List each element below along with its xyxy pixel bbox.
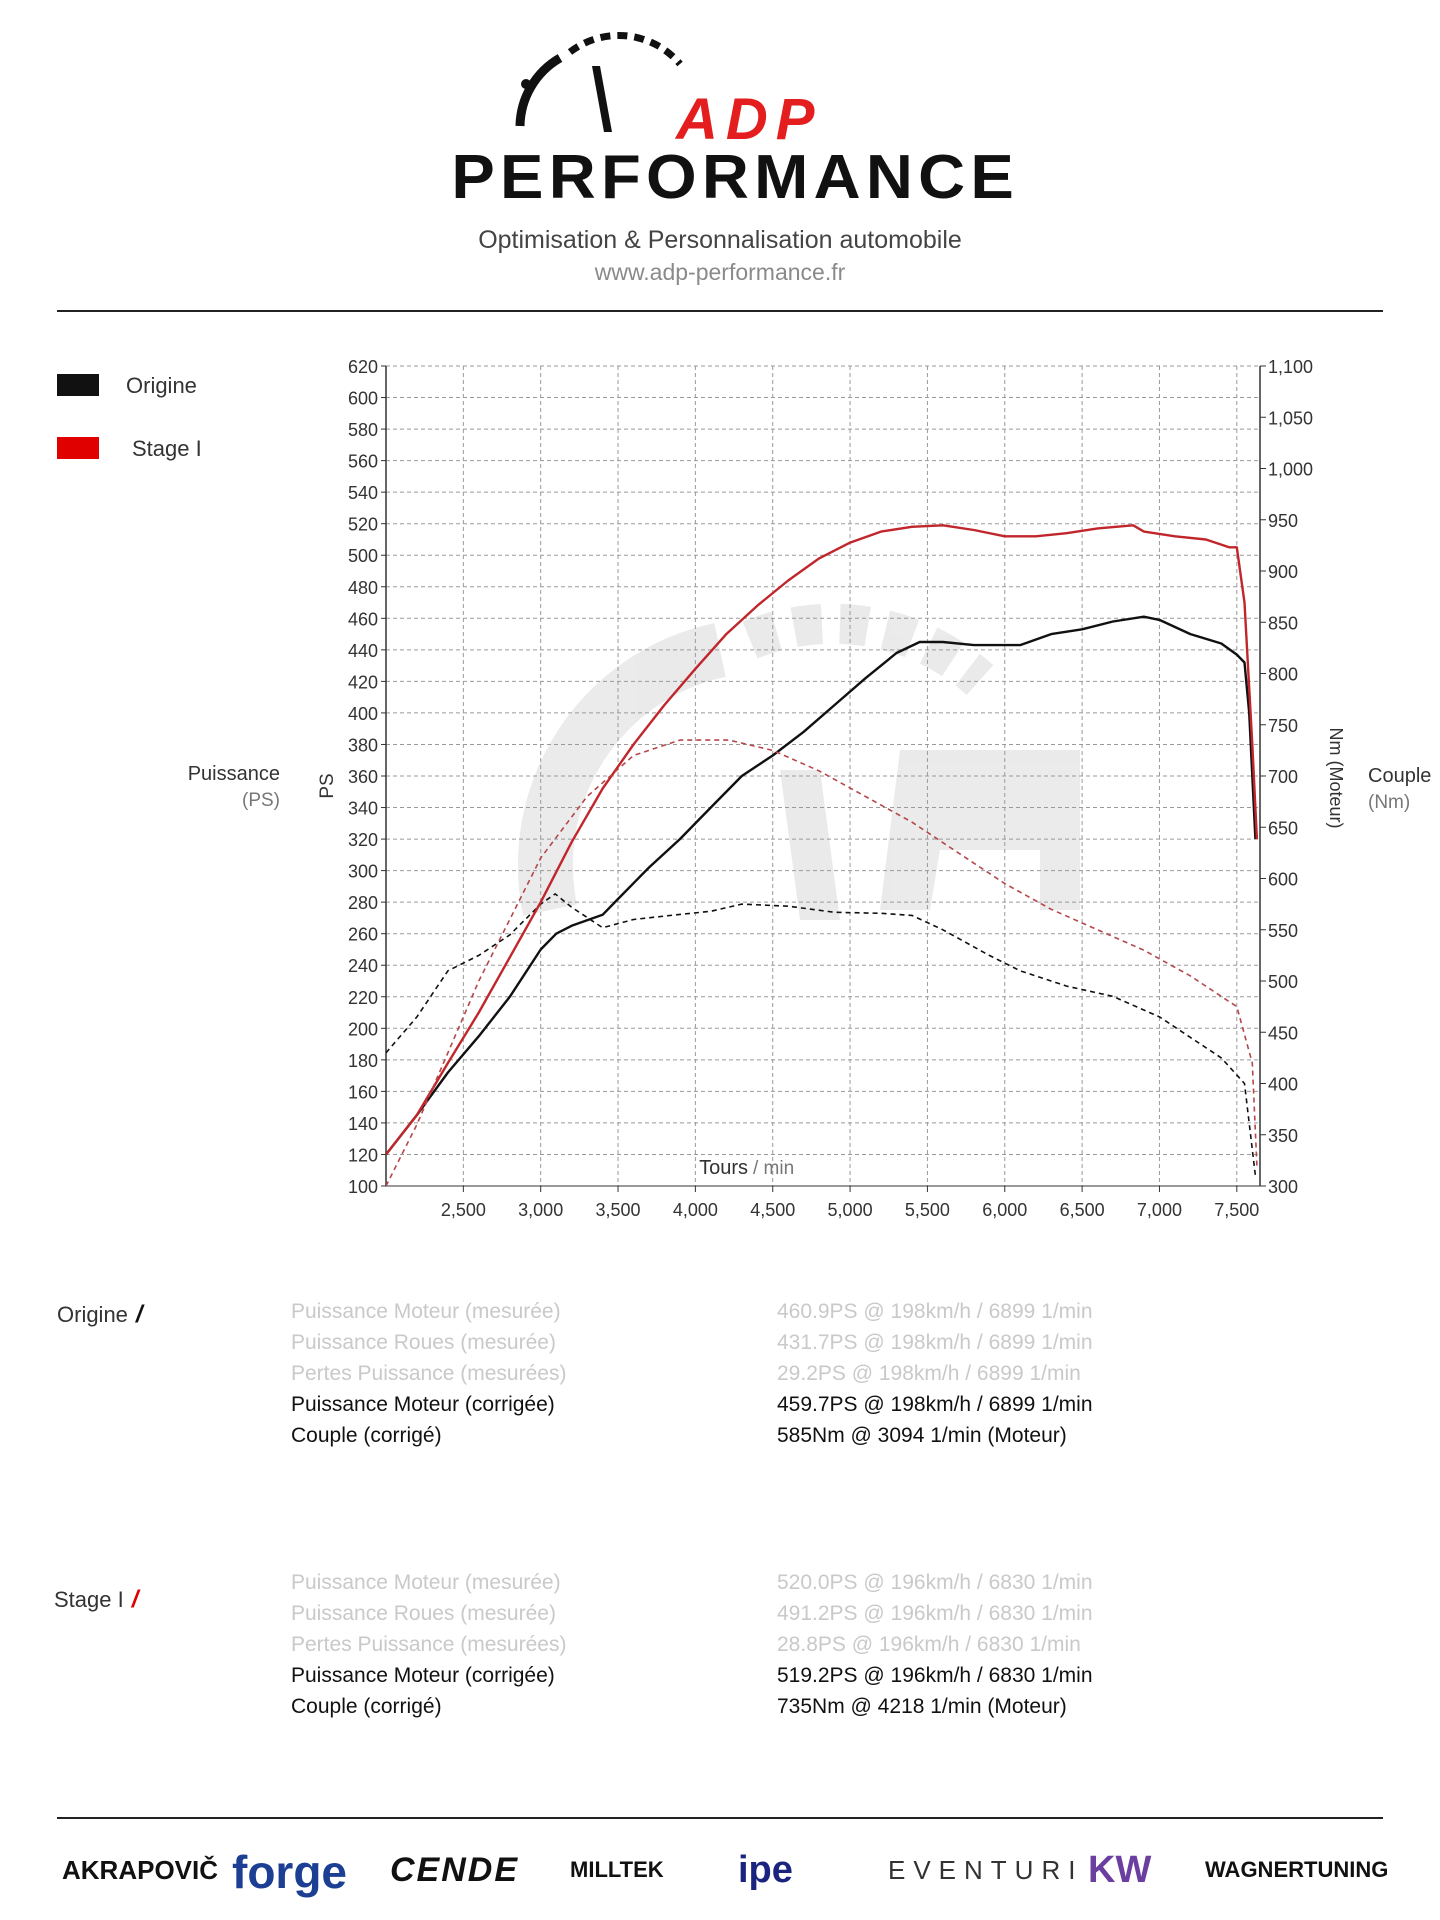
- result-row-label: Puissance Roues (mesurée): [291, 1331, 556, 1354]
- result-row-value: 29.2PS @ 198km/h / 6899 1/min: [777, 1362, 1081, 1385]
- right-tick-label: 600: [1268, 869, 1299, 890]
- left-axis-ticks: [348, 357, 386, 1197]
- legend-label-stage1: Stage I: [132, 436, 202, 461]
- right-tick-label: 700: [1268, 767, 1299, 787]
- sponsor-logo-milltek[interactable]: MILLTEK: [570, 1857, 664, 1882]
- slash-icon: /: [131, 1586, 139, 1613]
- result-title-stage-i: [54, 1586, 138, 1614]
- sponsor-logo-wagnertuning[interactable]: WAGNERTUNING: [1205, 1857, 1389, 1882]
- dyno-chart: [300, 350, 1360, 1240]
- x-tick-label: 4,500: [750, 1200, 796, 1220]
- left-tick-label: 320: [347, 830, 378, 851]
- x-tick-label: 3,500: [595, 1200, 641, 1220]
- right-tick-label: 450: [1268, 1023, 1299, 1044]
- result-row-value: 491.2PS @ 196km/h / 6830 1/min: [777, 1602, 1093, 1625]
- result-row-value: 28.8PS @ 196km/h / 6830 1/min: [777, 1633, 1081, 1656]
- left-tick-label: 480: [347, 577, 378, 598]
- result-row-label: Puissance Moteur (mesurée): [291, 1300, 561, 1323]
- sponsor-logo-cende[interactable]: CENDE: [390, 1851, 520, 1889]
- right-tick-label: 400: [1268, 1074, 1299, 1095]
- left-tick-label: 400: [347, 703, 378, 724]
- result-row-label: Puissance Moteur (mesurée): [291, 1571, 561, 1594]
- result-row-value: 459.7PS @ 198km/h / 6899 1/min: [777, 1393, 1093, 1416]
- left-tick-label: 440: [347, 640, 378, 661]
- left-tick-label: 460: [347, 609, 378, 630]
- right-axis-unit: (Nm): [1368, 792, 1411, 813]
- sponsor-logo-akrapovi[interactable]: AKRAPOVIČ: [62, 1855, 219, 1885]
- result-title-text: Origine: [57, 1302, 128, 1327]
- left-tick-label: 520: [347, 514, 378, 535]
- left-tick-label: 280: [347, 893, 378, 914]
- right-tick-label: 650: [1268, 818, 1299, 839]
- left-tick-label: 120: [347, 1145, 378, 1166]
- result-title-text: Stage I: [54, 1587, 124, 1612]
- result-row-label: Puissance Moteur (corrigée): [291, 1664, 555, 1687]
- result-row-label: Couple (corrigé): [291, 1424, 442, 1447]
- right-tick-label: 800: [1268, 664, 1299, 685]
- sponsor-logo-eventuri[interactable]: EVENTURI: [888, 1855, 1084, 1885]
- sponsor-logo-ipe[interactable]: ipe: [738, 1849, 793, 1891]
- left-tick-label: 300: [347, 861, 378, 882]
- legend-swatch-stage1: [57, 437, 99, 459]
- header-divider: [57, 310, 1383, 312]
- result-row-value: 519.2PS @ 196km/h / 6830 1/min: [777, 1664, 1093, 1687]
- right-tick-label: 500: [1268, 972, 1299, 992]
- x-tick-label: 7,500: [1214, 1200, 1260, 1220]
- gauge-logo-icon: [500, 26, 700, 136]
- right-tick-label: 1,050: [1268, 408, 1314, 429]
- right-tick-label: 750: [1268, 715, 1299, 736]
- x-tick-label: 5,500: [904, 1200, 950, 1220]
- result-row-value: 460.9PS @ 198km/h / 6899 1/min: [777, 1300, 1093, 1323]
- result-row-label: Pertes Puissance (mesurées): [291, 1633, 567, 1656]
- result-row-value: 585Nm @ 3094 1/min (Moteur): [777, 1424, 1067, 1447]
- left-tick-label: 220: [347, 987, 378, 1008]
- right-tick-label: 950: [1268, 510, 1299, 531]
- series-origine-torque: [386, 894, 1255, 1176]
- x-tick-label: 3,000: [518, 1200, 564, 1220]
- x-axis-unit: / min: [753, 1158, 795, 1179]
- left-tick-label: 580: [347, 420, 378, 441]
- result-row-value: 735Nm @ 4218 1/min (Moteur): [777, 1695, 1067, 1718]
- result-row-label: Puissance Roues (mesurée): [291, 1602, 556, 1625]
- brand-name-bottom: PERFORMANCE: [451, 143, 1020, 212]
- result-row-value: 520.0PS @ 196km/h / 6830 1/min: [777, 1571, 1093, 1594]
- x-tick-label: 7,000: [1136, 1200, 1182, 1220]
- right-axis-title: Couple: [1368, 765, 1432, 787]
- left-axis-code: PS: [317, 773, 338, 799]
- right-axis-ticks: [1260, 357, 1313, 1197]
- right-tick-label: 1,100: [1268, 357, 1314, 377]
- right-tick-label: 350: [1268, 1125, 1299, 1146]
- right-tick-label: 300: [1268, 1177, 1299, 1197]
- left-tick-label: 240: [347, 956, 378, 977]
- right-tick-label: 550: [1268, 920, 1299, 941]
- brand-tagline: Optimisation & Personnalisation automobile: [478, 226, 962, 254]
- left-axis-unit: (PS): [242, 790, 280, 811]
- result-title-origine: [57, 1301, 143, 1329]
- x-tick-label: 4,000: [672, 1200, 718, 1220]
- legend-swatch-origine: [57, 374, 99, 396]
- left-tick-label: 140: [347, 1113, 378, 1134]
- right-tick-label: 1,000: [1268, 459, 1314, 480]
- left-tick-label: 420: [347, 672, 378, 693]
- left-tick-label: 260: [347, 924, 378, 945]
- left-tick-label: 380: [347, 735, 378, 756]
- x-tick-label: 6,000: [982, 1200, 1028, 1220]
- left-tick-label: 340: [347, 798, 378, 819]
- chart-grid: [386, 366, 1260, 1186]
- brand-url[interactable]: www.adp-performance.fr: [594, 259, 846, 285]
- left-tick-label: 500: [347, 546, 378, 567]
- x-tick-label: 6,500: [1059, 1200, 1105, 1220]
- left-tick-label: 100: [347, 1177, 378, 1197]
- right-tick-label: 900: [1268, 562, 1299, 582]
- left-axis-title: Puissance: [187, 763, 280, 785]
- left-tick-label: 180: [347, 1050, 378, 1071]
- right-axis-code: Nm (Moteur): [1326, 727, 1346, 829]
- left-tick-label: 160: [347, 1082, 378, 1103]
- result-row-value: 431.7PS @ 198km/h / 6899 1/min: [777, 1331, 1093, 1354]
- left-tick-label: 600: [347, 388, 378, 409]
- result-row-label: Couple (corrigé): [291, 1695, 442, 1718]
- slash-icon: /: [135, 1301, 143, 1328]
- left-tick-label: 620: [347, 357, 378, 377]
- left-tick-label: 560: [347, 451, 378, 472]
- footer-divider: [57, 1817, 1383, 1819]
- x-axis-title: Tours: [699, 1157, 748, 1179]
- x-tick-label: 2,500: [440, 1200, 486, 1220]
- brand-name-top: ADP: [676, 87, 823, 152]
- result-row-label: Puissance Moteur (corrigée): [291, 1393, 555, 1416]
- right-tick-label: 850: [1268, 613, 1299, 634]
- sponsor-logo-kw[interactable]: KW: [1088, 1849, 1152, 1891]
- left-tick-label: 540: [347, 483, 378, 504]
- legend-label-origine: Origine: [126, 373, 197, 398]
- result-row-label: Pertes Puissance (mesurées): [291, 1362, 567, 1385]
- left-tick-label: 200: [347, 1019, 378, 1040]
- x-tick-label: 5,000: [827, 1200, 873, 1220]
- sponsor-logo-forge[interactable]: forge: [232, 1846, 347, 1898]
- watermark-logo-icon: [545, 624, 1080, 920]
- left-tick-label: 360: [347, 767, 378, 787]
- x-axis-ticks: [441, 1186, 1259, 1220]
